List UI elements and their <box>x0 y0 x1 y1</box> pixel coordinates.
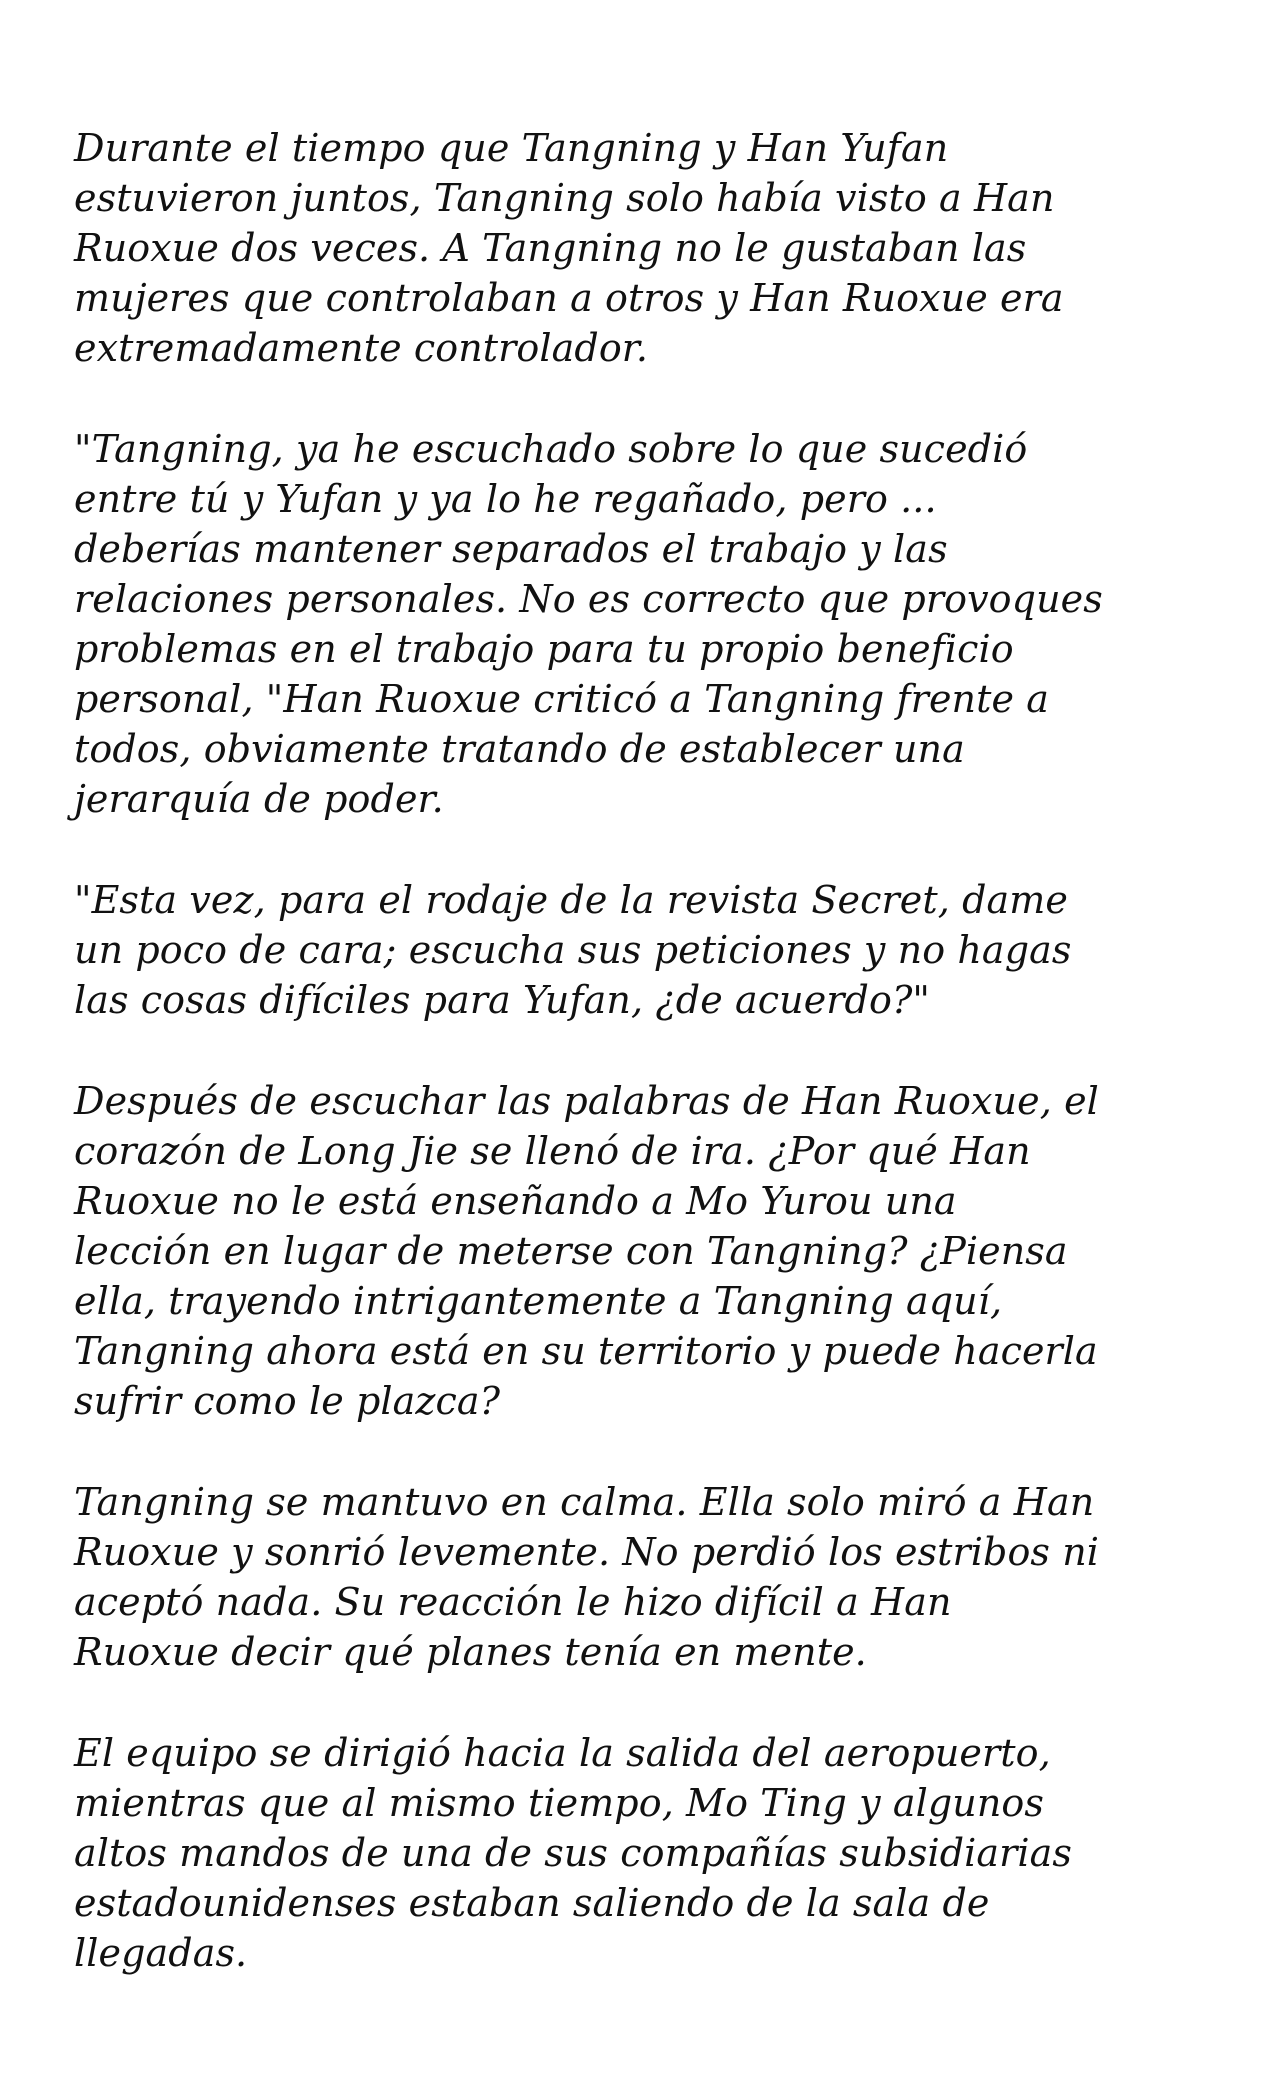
text-line: altos mandos de una de sus compañías subsidiarias <box>74 1831 1073 1875</box>
text-line: El equipo se dirigió hacia la salida del aeropuerto, <box>74 1731 1051 1775</box>
text-line: aceptó nada. Su reacción le hizo difícil a Han <box>74 1580 952 1624</box>
text-line: corazón de Long Jie se llenó de ira. ¿Por qué Han <box>74 1129 1031 1173</box>
text-line: Ruoxue decir qué planes tenía en mente. <box>74 1630 867 1674</box>
text-line: Tangning ahora está en su territorio y puede hacerla <box>74 1329 1098 1373</box>
text-line: relaciones personales. No es correcto que provoques <box>74 577 1103 621</box>
text-line: extremadamente controlador. <box>74 326 649 370</box>
text-line: mientras que al mismo tiempo, Mo Ting y algunos <box>74 1781 1045 1825</box>
text-line: Durante el tiempo que Tangning y Han Yufan <box>74 126 949 170</box>
text-line: todos, obviamente tratando de establecer una <box>74 727 965 771</box>
paragraph-5 <box>74 1477 1215 1677</box>
text-line: deberías mantener separados el trabajo y las <box>74 527 948 571</box>
text-line: un poco de cara; escucha sus peticiones y no hagas <box>74 928 1072 972</box>
text-line: "Tangning, ya he escuchado sobre lo que sucedió <box>74 427 1028 471</box>
paragraph-1 <box>74 123 1215 373</box>
text-line: las cosas difíciles para Yufan, ¿de acuerdo?" <box>74 978 931 1022</box>
text-line: entre tú y Yufan y ya lo he regañado, pero ... <box>74 477 937 521</box>
paragraph-3 <box>74 875 1215 1025</box>
text-line: Tangning se mantuvo en calma. Ella solo miró a Han <box>74 1480 1095 1524</box>
text-line: jerarquía de poder. <box>74 777 444 821</box>
text-line: estadounidenses estaban saliendo de la sala de <box>74 1881 990 1925</box>
text-line: Después de escuchar las palabras de Han Ruoxue, el <box>74 1079 1099 1123</box>
text-line: ella, trayendo intrigantemente a Tangning aquí, <box>74 1279 1003 1323</box>
text-line: Ruoxue y sonrió levemente. No perdió los estribos ni <box>74 1530 1100 1574</box>
text-line: sufrir como le plazca? <box>74 1379 501 1423</box>
text-line: llegadas. <box>74 1931 248 1975</box>
text-line: estuvieron juntos, Tangning solo había visto a Han <box>74 176 1055 220</box>
text-line: lección en lugar de meterse con Tangning? ¿Piensa <box>74 1229 1068 1273</box>
paragraph-6 <box>74 1728 1215 1978</box>
text-line: mujeres que controlaban a otros y Han Ruoxue era <box>74 276 1064 320</box>
paragraph-2 <box>74 424 1215 824</box>
text-line: Ruoxue dos veces. A Tangning no le gustaban las <box>74 226 1027 270</box>
text-line: personal, "Han Ruoxue criticó a Tangning frente a <box>74 677 1049 721</box>
paragraph-4 <box>74 1076 1215 1426</box>
text-line: "Esta vez, para el rodaje de la revista Secret, dame <box>74 878 1068 922</box>
text-line: problemas en el trabajo para tu propio beneficio <box>74 627 1014 671</box>
text-line: Ruoxue no le está enseñando a Mo Yurou una <box>74 1179 957 1223</box>
